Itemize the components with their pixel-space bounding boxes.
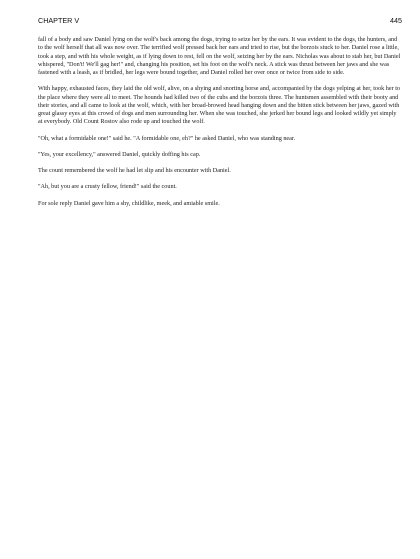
paragraph: The count remembered the wolf he had let slip and his encounter with Daniel. (38, 167, 231, 174)
paragraph: "Yes, your excellency," answered Daniel, quickly doffing his cap. (38, 150, 201, 158)
paragraph: With happy, exhausted faces, they laid the old wolf, alive, on a shying and snorting horse and, accompanied by the dogs yelping at her, took her to the place where they were all to meet. The hounds had killed two of the cubs and the borzois three. The huntsmen assembled with their booty and their stories, and all came to look at the wolf, which, with her broad-browed head hanging down and the bitten stick between her jaws, gazed with great glassy eyes at this crowd of dogs and men surrounding her. When she was touched, she jerked her bound legs and looked wildly yet simply at everybody. Old Count Rostov also rode up and touched the wolf. (38, 85, 401, 126)
paragraph: For sole reply Daniel gave him a shy, childlike, meek, and amiable smile. (38, 199, 220, 207)
body-text (38, 36, 402, 208)
paragraph: fall of a body and saw Daniel lying on the wolf's back among the dogs, trying to seize her by the ears. It was evident to the dogs, the hunters, and to the wolf herself that all was now over. The terrified wolf pressed back her ears and tried to rise, but the borzois stuck to her. Daniel rose a little, took a step, and with his whole weight, as if lying down to rest, fell on the wolf, seizing her by the ears. Nicholas was about to stab her, but Daniel whispered, "Don't! We'll gag her!" and, changing his position, set his foot on the wolf's neck. A stick was thrust between her jaws and she was fastened with a leash, as if bridled, her legs were bound together, and Daniel rolled her over once or twice from side to side. (38, 36, 401, 76)
page-number: 445 (390, 16, 402, 25)
running-header (38, 16, 402, 25)
chapter-title: CHAPTER V (38, 16, 80, 25)
paragraph: "Ah, but you are a crusty fellow, friend!" said the count. (38, 183, 177, 191)
paragraph: "Oh, what a formidable one!" said he. "A formidable one, eh?" he asked Daniel, who was standing near. (38, 134, 296, 142)
